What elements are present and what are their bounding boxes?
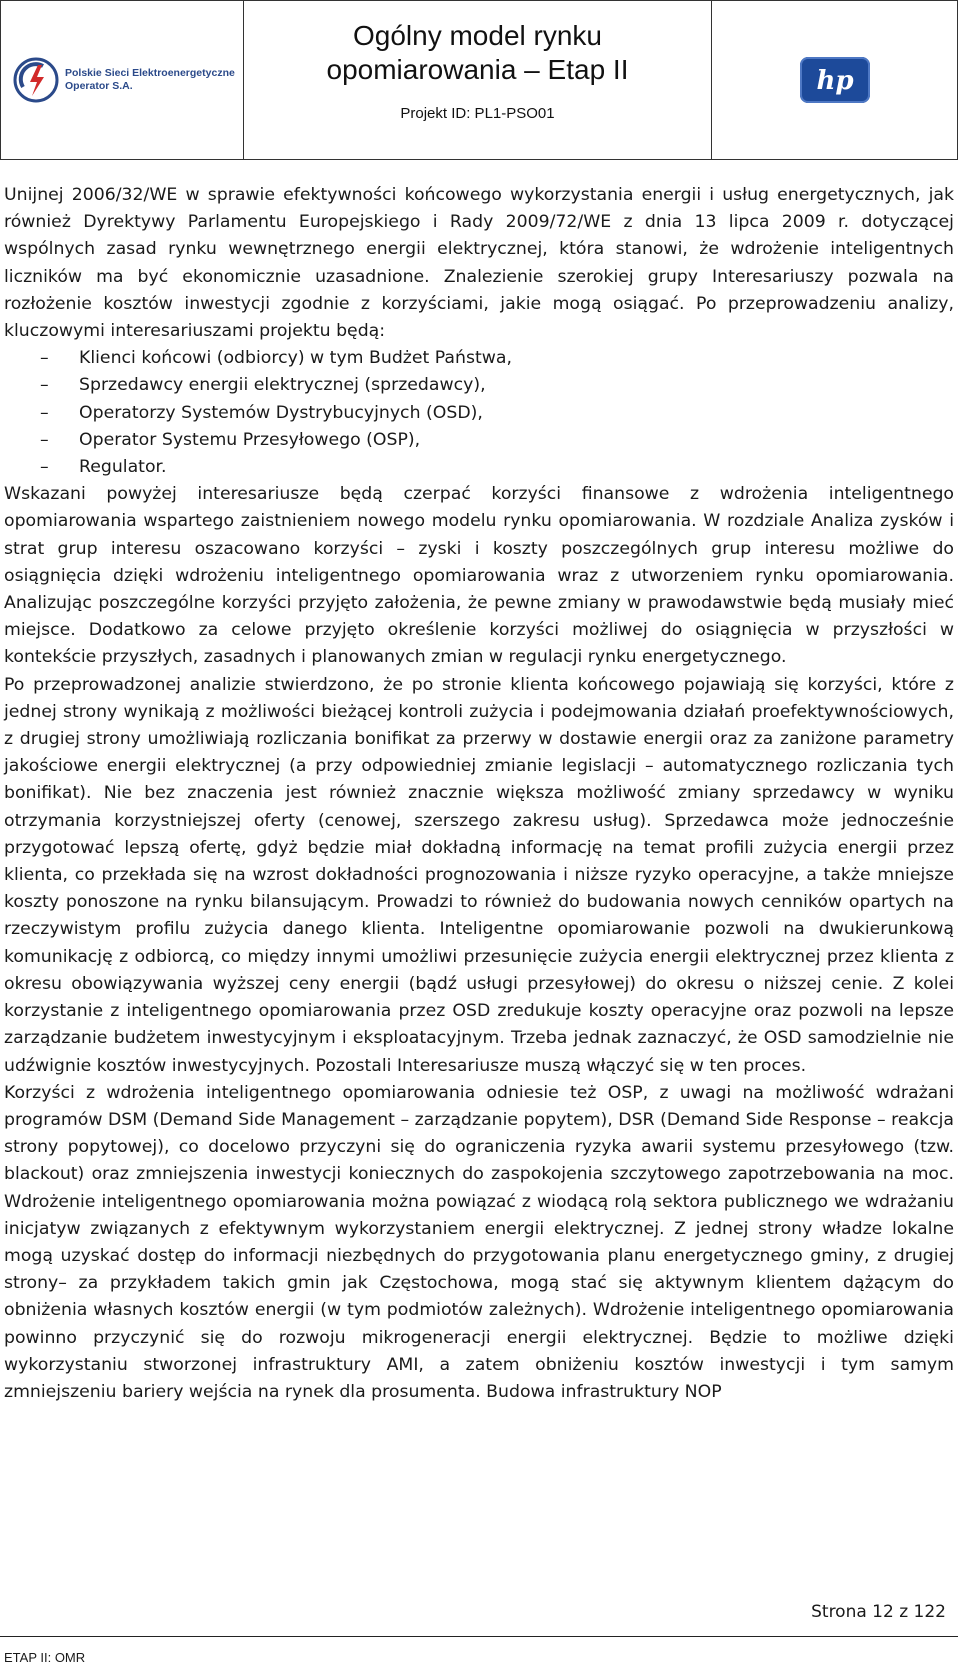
- pse-logo: [13, 57, 235, 103]
- header-title-cell: [244, 1, 712, 159]
- paragraph: Unijnej 2006/32/WE w sprawie efektywności końcowego wykorzystania energii i usług energetycznych, jak również Dyrektywy Parlamentu Europejskiego i Rady 2009/72/WE z dnia 13 lipca 2009 r. dotyczącej wspólnych zasad rynku wewnętrznego energii elektrycznej, która stanowi, że wdrożenie inteligentnych liczników ma być ekonomicznie uzasadnione. Znalezienie szerokiej grupy Interesariuszy pozwala na rozłożenie kosztów inwestycji zgodnie z korzyściami, jakie mogą osiągać. Po przeprowadzeniu analizy, kluczowymi interesariuszami projektu będą:: [4, 185, 954, 342]
- pse-logo-text: [65, 67, 235, 93]
- paragraph: Po przeprowadzonej analizie stwierdzono, że po stronie klienta końcowego pojawiają się korzyści, które z jednej strony wynikają z możliwości bieżącej kontroli zużycia i podejmowania działań proefektywnościowych, z drugiej strony umożliwiają rozliczania bonifikat za przerwy w dostawie energii oraz za zaniżone parametry jakościowe energii elektrycznej (a przy odpowiedniej zmianie legislacji – automatycznego rozliczania tych bonifikat). Nie bez znaczenia jest również znacznie większa możliwość zmiany sprzedawcy w wyniku otrzymania korzystniejszej oferty (cenowej, szerszego zakresu usług). Sprzedawca może jednocześnie przygotować lepszą ofertę, gdyż będzie miał dokładną informację na temat profili zużycia energii przez klienta, co przekłada się na wzrost dokładności prognozowania i niższe ryzyko operacyjne, a także mniejsze koszty ponoszone na rynku bilansującym. Prowadzi to również do budowania nowych cenników opartych na rzeczywistym profilu zużycia danego klienta. Inteligentne opomiarowanie pozwoli na dwukierunkową komunikację z odbiorcą, co między innymi umożliwi przesunięcie zużycia energii elektrycznej przez klienta z okresu obowiązywania wyższej ceny energii (bądź usługi przesyłowej) do okresu o niższej cenie. Z kolei korzystanie z inteligentnego opomiarowania przez OSD zredukuje koszty operacyjne oraz pozwoli na lepsze zarządzanie budżetem inwestycyjnym i eksploatacyjnym. Trzeba jednak zaznaczyć, że OSD samodzielnie nie udźwignie kosztów inwestycyjnych. Pozostali Interesariusze muszą włączyć się w ten proces.: [4, 674, 954, 1076]
- footer-divider: [0, 1636, 958, 1637]
- pse-logo-line2: Operator S.A.: [65, 80, 133, 92]
- bullet-dash: –: [40, 457, 49, 478]
- bullet-dash: –: [40, 402, 49, 423]
- list-item: [4, 345, 954, 372]
- list-item: [4, 400, 954, 427]
- hp-logo-icon: [807, 62, 863, 98]
- list-item: [4, 372, 954, 399]
- page-number: Strona 12 z 122: [811, 1602, 946, 1622]
- bullet-dash: –: [40, 375, 49, 396]
- header-right-cell: [712, 1, 957, 159]
- list-item: [4, 454, 954, 481]
- list-item-text: Sprzedawcy energii elektrycznej (sprzedawcy),: [79, 375, 486, 396]
- pse-emblem-icon: [13, 57, 59, 103]
- document-title-line2: opomiarowania – Etap II: [326, 54, 629, 85]
- paragraph: Wskazani powyżej interesariusze będą czerpać korzyści finansowe z wdrożenia inteligentnego opomiarowania wspartego zaistnieniem nowego modelu rynku opomiarowania. W rozdziale Analiza zysków i strat grup interesu oszacowano korzyści – zyski i koszty poszczególnych grup interesu możliwe do osiągnięcia dzięki wdrożeniu inteligentnego opomiarowania wraz z utworzeniem rynku opomiarowania. Analizując poszczególne korzyści przyjęto założenia, że pewne zmiany w prawodawstwie będą musiały mieć miejsce. Dodatkowo za celowe przyjęto określenie korzyści możliwej do osiągnięcia w przyszłości w kontekście przyszłych, zasadnych i planowanych zmian w regulacji rynku energetycznego.: [4, 484, 954, 668]
- document-body: [4, 182, 954, 1406]
- list-item: [4, 427, 954, 454]
- document-title-line1: Ogólny model rynku: [352, 20, 602, 51]
- footer-etap-label: ETAP II: OMR: [4, 1650, 86, 1665]
- bullet-dash: –: [40, 348, 49, 369]
- svg-text:hp: hp: [815, 66, 854, 96]
- project-id: Projekt ID: PL1-PSO01: [400, 105, 555, 122]
- hp-logo: [800, 57, 870, 103]
- list-item-text: Operator Systemu Przesyłowego (OSP),: [79, 429, 421, 450]
- list-item-text: Operatorzy Systemów Dystrybucyjnych (OSD),: [79, 402, 483, 423]
- page-header: [0, 0, 958, 160]
- list-item-text: Regulator.: [79, 457, 167, 478]
- bullet-dash: –: [40, 429, 49, 450]
- stakeholder-list: [4, 345, 954, 481]
- paragraph: Korzyści z wdrożenia inteligentnego opomiarowania odniesie też OSP, z uwagi na możliwość wdrażani programów DSM (Demand Side Management – zarządzanie popytem), DSR (Demand Side Response – reakcja strony popytowej), co docelowo przyczyni się do ograniczenia ryzyka awarii systemu przesyłowego (tzw. blackout) oraz zmniejszenia inwestycji koniecznych do zaspokojenia szczytowego zapotrzebowania na moc. Wdrożenie inteligentnego opomiarowania można powiązać z wiodącą rolą sektora publicznego we wdrażaniu inicjatyw związanych z efektywnym wykorzystaniem energii elektrycznej. Z jednej strony władze lokalne mogą uzyskać dostęp do informacji niezbędnych do przygotowania planu energetycznego gminy, z drugiej strony– za przykładem takich gmin jak Częstochowa, mogą stać się aktywnym klientem dążącym do obniżenia własnych kosztów energii (w tym podmiotów zależnych). Wdrożenie inteligentnego opomiarowania powinno przyczynić się do rozwoju mikrogeneracji energii elektrycznej. Będzie to możliwe dzięki wykorzystaniu stworzonej infrastruktury AMI, a zatem obniżeniu kosztów inwestycji i tym samym zmniejszeniu bariery wejścia na rynek dla prosumenta. Budowa infrastruktury NOP: [4, 1082, 954, 1402]
- header-left-cell: [1, 1, 244, 159]
- list-item-text: Klienci końcowi (odbiorcy) w tym Budżet Państwa,: [79, 348, 512, 369]
- pse-logo-line1: Polskie Sieci Elektroenergetyczne: [65, 67, 235, 79]
